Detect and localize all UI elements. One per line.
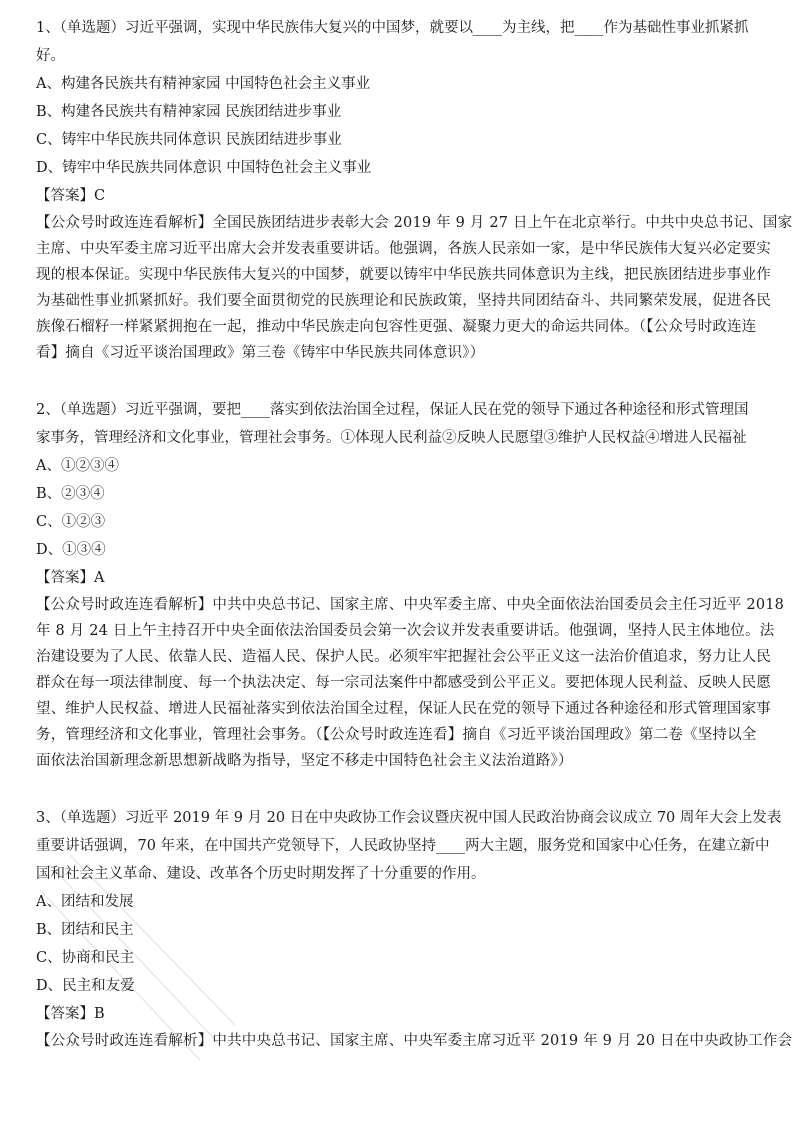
option-d: D、铸牢中华民族共同体意识 中国特色社会主义事业 xyxy=(36,160,372,176)
answer: 【答案】B xyxy=(36,1006,105,1022)
explanation-line: 族像石榴籽一样紧紧拥抱在一起，推动中华民族走向包容性更强、凝聚力更大的命运共同体。（【公众号时政连连 xyxy=(36,319,757,335)
question-spacer xyxy=(36,774,766,804)
question-stem: 2、（单选题）习近平强调，要把____落实到依法治国全过程，保证人民在党的领导下通过各种途径和形式管理国 xyxy=(36,402,749,418)
explanation-line: 务，管理经济和文化事业，管理社会事务。（【公众号时政连连看】摘自《习近平谈治国理政》第二卷《坚持以全 xyxy=(36,727,757,743)
explanation-line: 主席、中央军委主席习近平出席大会并发表重要讲话。他强调，各族人民亲如一家，是中华民族伟大复兴必定要实 xyxy=(36,241,771,257)
option-a: A、团结和发展 xyxy=(36,894,134,910)
explanation-line: 群众在每一项法律制度、每一个执法决定、每一宗司法案件中都感受到公平正义。要把体现人民利益、反映人民愿 xyxy=(36,675,771,691)
option-c: C、①②③ xyxy=(36,514,106,530)
option-d: D、民主和友爱 xyxy=(36,978,135,994)
option-a: A、构建各民族共有精神家园 中国特色社会主义事业 xyxy=(36,76,371,92)
option-b: B、构建各民族共有精神家园 民族团结进步事业 xyxy=(36,104,342,120)
document-page xyxy=(36,6,793,1054)
option-c: C、铸牢中华民族共同体意识 民族团结进步事业 xyxy=(36,132,342,148)
question-2 xyxy=(36,396,785,774)
explanation-line: 【公众号时政连连看解析】中共中央总书记、国家主席、中央军委主席、中央全面依法治国委员会主任习近平 2018 xyxy=(36,597,785,613)
question-stem: 3、（单选题）习近平 2019 年 9 月 20 日在中央政协工作会议暨庆祝中国人民政治协商会议成立 70 周年大会上发表 xyxy=(36,810,782,826)
question-1 xyxy=(36,14,793,366)
question-stem: 1、（单选题）习近平强调，实现中华民族伟大复兴的中国梦，就要以____为主线，把____作为基础性事业抓紧抓 xyxy=(36,20,749,36)
explanation-line: 为基础性事业抓紧抓好。我们要全面贯彻党的民族理论和民族政策，坚持共同团结奋斗、共同繁荣发展，促进各民 xyxy=(36,293,771,309)
explanation-line: 【公众号时政连连看解析】全国民族团结进步表彰大会 2019 年 9 月 27 日上午在北京举行。中共中央总书记、国家 xyxy=(36,215,793,231)
question-stem: 好。 xyxy=(36,48,65,64)
explanation-line: 望、维护人民权益、增进人民福祉落实到依法治国全过程，保证人民在党的领导下通过各种途径和形式管理国家事 xyxy=(36,701,771,717)
explanation-line: 面依法治国新理念新思想新战略为指导，坚定不移走中国特色社会主义法治道路》） xyxy=(36,753,573,769)
question-spacer xyxy=(36,366,766,396)
question-stem: 重要讲话强调，70 年来，在中国共产党领导下，人民政协坚持____两大主题，服务党和国家中心任务，在建立新中 xyxy=(36,838,770,854)
question-3 xyxy=(36,804,793,1054)
explanation-line: 年 8 月 24 日上午主持召开中央全面依法治国委员会第一次会议并发表重要讲话。他强调，坚持人民主体地位。法 xyxy=(36,623,775,639)
option-a: A、①②③④ xyxy=(36,458,119,474)
option-d: D、①③④ xyxy=(36,542,106,558)
explanation-line: 看】摘自《习近平谈治国理政》第三卷《铸牢中华民族共同体意识》） xyxy=(36,345,485,361)
question-stem: 家事务，管理经济和文化事业，管理社会事务。①体现人民利益②反映人民愿望③维护人民权益④增进人民福祉 xyxy=(36,430,747,446)
explanation-line: 治建设要为了人民、依靠人民、造福人民、保护人民。必须牢牢把握社会公平正义这一法治价值追求，努力让人民 xyxy=(36,649,771,665)
explanation-line: 现的根本保证。实现中华民族伟大复兴的中国梦，就要以铸牢中华民族共同体意识为主线，把民族团结进步事业作 xyxy=(36,267,771,283)
answer: 【答案】A xyxy=(36,570,105,586)
answer: 【答案】C xyxy=(36,188,106,204)
question-stem: 国和社会主义革命、建设、改革各个历史时期发挥了十分重要的作用。 xyxy=(36,866,486,882)
explanation-line: 【公众号时政连连看解析】中共中央总书记、国家主席、中央军委主席习近平 2019 年 9 月 20 日在中央政协工作会 xyxy=(36,1033,793,1049)
option-c: C、协商和民主 xyxy=(36,950,135,966)
option-b: B、团结和民主 xyxy=(36,922,134,938)
option-b: B、②③④ xyxy=(36,486,105,502)
